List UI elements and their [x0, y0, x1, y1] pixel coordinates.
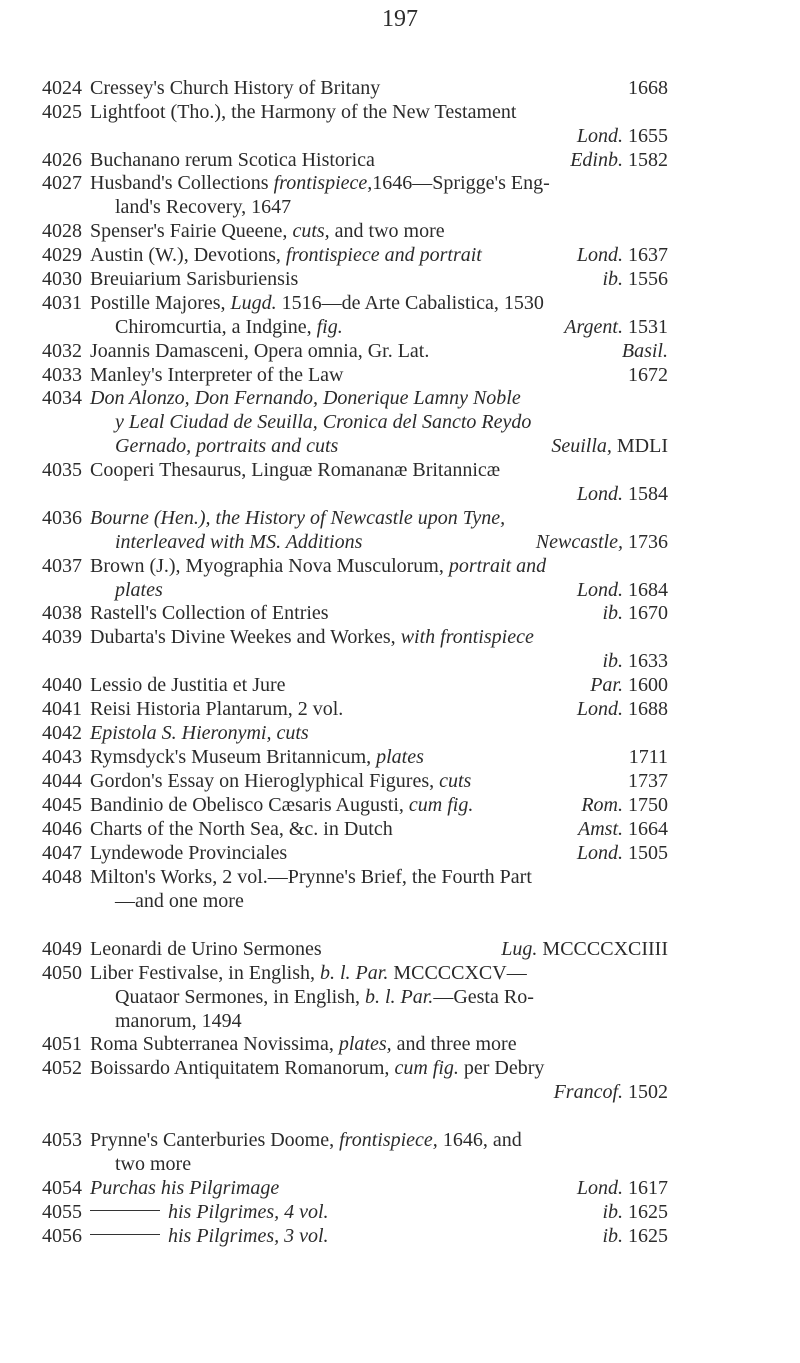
- entry-imprint: [577, 244, 668, 267]
- imprint-year: 1531: [628, 316, 668, 338]
- imprint-year: 1688: [628, 698, 668, 720]
- entry-title-line: [90, 172, 550, 195]
- entry-title-italic: Epistola S. Hieronymi, cuts: [90, 722, 309, 744]
- imprint-year: 1668: [628, 77, 668, 99]
- entry-title-line: [90, 1033, 517, 1056]
- entry-title-italic: Purchas his Pilgrimage: [90, 1177, 280, 1199]
- entry-title: Lessio de Justitia et Jure: [90, 674, 286, 696]
- entry-continuation-line: [115, 316, 343, 339]
- imprint-year: 1625: [628, 1225, 668, 1247]
- entry-number: 4048: [42, 866, 82, 888]
- imprint-place: Argent.: [564, 316, 623, 338]
- entry-continuation-line: [115, 196, 291, 219]
- imprint-place: ib.: [602, 1201, 623, 1223]
- entry-number: 4047: [42, 842, 82, 864]
- entry-title-italic: plates,: [338, 1033, 392, 1055]
- entry-title: Prynne's Canterburies Doome,: [90, 1129, 340, 1151]
- entry-title-cont: 1646—Sprigge's Eng-: [372, 172, 550, 194]
- entry-title: Leonardi de Urino Sermones: [90, 938, 322, 960]
- entry-title-italic: frontispiece and portrait: [285, 244, 482, 266]
- entry-imprint: [628, 364, 668, 387]
- imprint-place: Lond.: [576, 579, 623, 601]
- imprint-place: Francof.: [553, 1081, 623, 1103]
- imprint-place: Lond.: [576, 483, 623, 505]
- entry-title-italic: cuts,: [292, 220, 330, 242]
- entry-imprint: [622, 340, 668, 363]
- entry-number: 4033: [42, 364, 82, 386]
- imprint-year: 1600: [628, 674, 668, 696]
- entry-title-cont: 1646, and: [437, 1129, 522, 1151]
- imprint-year: 1582: [628, 149, 668, 171]
- entry-number: 4051: [42, 1033, 82, 1055]
- ditto-rule: [90, 1234, 160, 1235]
- entry-imprint: [577, 579, 668, 602]
- entry-imprint: [577, 698, 668, 721]
- imprint-place: Lond.: [576, 698, 623, 720]
- entry-title-line: [90, 1129, 522, 1152]
- imprint-place: Basil.: [621, 340, 668, 362]
- entry-continuation-italic: interleaved with MS. Additions: [115, 531, 363, 553]
- entry-title-line: [90, 149, 375, 172]
- entry-continuation-line: [115, 531, 362, 554]
- entry-title-line: [90, 244, 482, 267]
- entry-title-line: [90, 626, 534, 649]
- entry-number: 4036: [42, 507, 82, 529]
- entry-title: Bandinio de Obelisco Cæsaris Augusti,: [90, 794, 409, 816]
- entry-title-italic: Don Alonzo, Don Fernando, Donerique Lamny Noble: [90, 387, 521, 409]
- imprint-place: Rom.: [581, 794, 623, 816]
- page-number: 197: [382, 6, 418, 32]
- entry-continuation-italic: Gernado, portraits and cuts: [115, 435, 339, 457]
- imprint-year: 1670: [628, 602, 668, 624]
- entry-number: 4054: [42, 1177, 82, 1199]
- imprint-place: Newcastle,: [535, 531, 623, 553]
- entry-imprint: [554, 1081, 668, 1104]
- entry-continuation: Quataor Sermones, in English,: [115, 986, 365, 1008]
- imprint-place: Lond.: [576, 842, 623, 864]
- entry-imprint: [602, 650, 668, 673]
- entry-continuation-line: [115, 435, 338, 458]
- entry-title: Lyndewode Provinciales: [90, 842, 288, 864]
- imprint-place: Edinb.: [570, 149, 623, 171]
- entry-title-line: [90, 555, 546, 578]
- imprint-year: 1637: [628, 244, 668, 266]
- entry-continuation: —and one more: [115, 890, 244, 912]
- entry-number: 4052: [42, 1057, 82, 1079]
- entry-title-line: [90, 698, 343, 721]
- imprint-year: MDLI: [616, 435, 668, 457]
- imprint-place: Par.: [590, 674, 623, 696]
- entry-continuation-cont: —Gesta Ro-: [433, 986, 534, 1008]
- entry-continuation-italic: y Leal Ciudad de Seuilla, Cronica del Sancto Reydo: [115, 411, 532, 433]
- entry-title-line: [90, 602, 329, 625]
- entry-continuation-italic: b. l. Par.: [364, 986, 434, 1008]
- entry-number: 4037: [42, 555, 82, 577]
- entry-continuation-line: [115, 411, 531, 434]
- imprint-year: MCCCCXCIIII: [542, 938, 668, 960]
- entry-title-line: [90, 507, 505, 530]
- entry-title-line: [90, 387, 521, 410]
- imprint-year: 1655: [628, 125, 668, 147]
- entry-title: Cressey's Church History of Britany: [90, 77, 381, 99]
- entry-title-italic: plates: [376, 746, 424, 768]
- entry-title: Boissardo Antiquitatem Romanorum,: [90, 1057, 395, 1079]
- entry-imprint: [578, 818, 668, 841]
- entry-title: Postille Majores,: [90, 292, 231, 314]
- imprint-year: 1584: [628, 483, 668, 505]
- entry-imprint: [551, 435, 668, 458]
- entry-title-line: [90, 770, 471, 793]
- entry-title-line: [90, 364, 344, 387]
- entry-title-italic: cum fig.: [394, 1057, 459, 1079]
- entry-title: Joannis Damasceni, Opera omnia, Gr. Lat.: [90, 340, 430, 362]
- entry-title: Gordon's Essay on Hieroglyphical Figures,: [90, 770, 440, 792]
- imprint-year: 1633: [628, 650, 668, 672]
- entry-title-line: [90, 459, 500, 482]
- entry-title-italic: b. l. Par.: [319, 962, 389, 984]
- entry-number: 4032: [42, 340, 82, 362]
- entry-imprint: [577, 1177, 668, 1200]
- entry-title-line: [90, 674, 286, 697]
- entry-title: Manley's Interpreter of the Law: [90, 364, 344, 386]
- imprint-year: 1684: [628, 579, 668, 601]
- entry-imprint: [577, 842, 668, 865]
- entry-imprint: [581, 794, 668, 817]
- entry-number: 4049: [42, 938, 82, 960]
- entry-continuation-italic: fig.: [316, 316, 343, 338]
- entry-title-line: [90, 794, 473, 817]
- entry-imprint: [536, 531, 668, 554]
- imprint-year: 1664: [628, 818, 668, 840]
- entry-title-line: [90, 818, 393, 841]
- entry-imprint: [629, 746, 668, 769]
- entry-number: 4035: [42, 459, 82, 481]
- entry-number: 4055: [42, 1201, 82, 1223]
- entry-number: 4034: [42, 387, 82, 409]
- entry-title-line: [90, 722, 309, 745]
- entry-title-cont: per Debry: [458, 1057, 545, 1079]
- entry-title-italic: frontispiece,: [339, 1129, 438, 1151]
- entry-imprint: [577, 125, 668, 148]
- entry-number: 4027: [42, 172, 82, 194]
- entry-title-cont: and two more: [329, 220, 445, 242]
- entry-imprint: [602, 1201, 668, 1224]
- entry-title: Cooperi Thesaurus, Linguæ Romananæ Britannicæ: [90, 459, 501, 481]
- entry-title-line: [90, 938, 322, 961]
- imprint-place: ib.: [602, 268, 623, 290]
- entry-imprint: [602, 602, 668, 625]
- entry-title-line: [90, 866, 532, 889]
- entry-title-italic: his Pilgrimes, 3 vol.: [168, 1225, 329, 1247]
- imprint-place: Lond.: [576, 244, 623, 266]
- imprint-year: 1556: [628, 268, 668, 290]
- entry-title: Austin (W.), Devotions,: [90, 244, 286, 266]
- entry-title: Roma Subterranea Novissima,: [90, 1033, 339, 1055]
- entry-title-line: [90, 292, 544, 315]
- entry-continuation-line: [115, 986, 534, 1009]
- imprint-year: 1617: [628, 1177, 668, 1199]
- entry-number: 4031: [42, 292, 82, 314]
- imprint-place: ib.: [602, 650, 623, 672]
- entry-imprint: [577, 483, 668, 506]
- entry-number: 4046: [42, 818, 82, 840]
- entry-number: 4040: [42, 674, 82, 696]
- entry-title-line: [90, 842, 287, 865]
- entry-title-italic: portrait and: [448, 555, 547, 577]
- entry-number: 4030: [42, 268, 82, 290]
- imprint-place: Lond.: [576, 1177, 623, 1199]
- entry-title-italic: cuts: [439, 770, 472, 792]
- imprint-place: ib.: [602, 1225, 623, 1247]
- entry-number: 4028: [42, 220, 82, 242]
- entry-number: 4041: [42, 698, 82, 720]
- entry-number: 4024: [42, 77, 82, 99]
- entry-title-italic: Lugd.: [230, 292, 277, 314]
- entry-continuation: Chiromcurtia, a Indgine,: [115, 316, 317, 338]
- entry-title: Milton's Works, 2 vol.—Prynne's Brief, the Fourth Part: [90, 866, 532, 888]
- entry-title-line: [90, 1225, 329, 1248]
- entry-title: Spenser's Fairie Queene,: [90, 220, 293, 242]
- entry-number: 4029: [42, 244, 82, 266]
- entry-imprint: [602, 1225, 668, 1248]
- entry-number: 4053: [42, 1129, 82, 1151]
- imprint-year: 1736: [628, 531, 668, 553]
- imprint-place: Lug.: [501, 938, 538, 960]
- entry-title-italic: cum fig.: [408, 794, 474, 816]
- entry-title-line: [90, 101, 516, 124]
- entry-title: Breuiarium Sarisburiensis: [90, 268, 299, 290]
- imprint-year: 1711: [628, 746, 668, 768]
- entry-number: 4043: [42, 746, 82, 768]
- entry-title: Brown (J.), Myographia Nova Musculorum,: [90, 555, 449, 577]
- entry-continuation: two more: [115, 1153, 192, 1175]
- entry-number: 4038: [42, 602, 82, 624]
- entry-imprint: [570, 149, 668, 172]
- entry-imprint: [602, 268, 668, 291]
- entry-continuation-line: [115, 1153, 191, 1176]
- imprint-place: Amst.: [578, 818, 623, 840]
- entry-title-line: [90, 220, 445, 243]
- imprint-year: 1750: [628, 794, 668, 816]
- imprint-place: ib.: [602, 602, 623, 624]
- entry-title-italic: Bourne (Hen.), the History of Newcastle upon Tyne,: [90, 507, 506, 529]
- ditto-rule: [90, 1210, 160, 1211]
- entry-title-italic: his Pilgrimes, 4 vol.: [168, 1201, 329, 1223]
- entry-number: 4025: [42, 101, 82, 123]
- imprint-year: 1672: [628, 364, 668, 386]
- entry-title: Buchanano rerum Scotica Historica: [90, 149, 375, 171]
- entry-title-line: [90, 268, 298, 291]
- entry-title-line: [90, 1177, 279, 1200]
- entry-imprint: [590, 674, 668, 697]
- entry-title-italic: with frontispiece: [400, 626, 534, 648]
- entry-continuation-italic: plates: [115, 579, 163, 601]
- entry-title: Lightfoot (Tho.), the Harmony of the New Testament: [90, 101, 517, 123]
- entry-title-line: [90, 77, 380, 100]
- entry-number: 4039: [42, 626, 82, 648]
- imprint-year: 1505: [628, 842, 668, 864]
- entry-title-line: [90, 746, 424, 769]
- imprint-year: 1625: [628, 1201, 668, 1223]
- entry-continuation-line: [115, 1010, 242, 1033]
- entry-title-line: [90, 962, 527, 985]
- entry-title-italic: frontispiece,: [273, 172, 373, 194]
- entry-imprint: [628, 770, 668, 793]
- entry-title: Reisi Historia Plantarum, 2 vol.: [90, 698, 344, 720]
- entry-title-cont: 1516—de Arte Cabalistica, 1530: [276, 292, 544, 314]
- entry-title: Rastell's Collection of Entries: [90, 602, 329, 624]
- entry-title-line: [90, 1201, 329, 1224]
- imprint-place: Lond.: [576, 125, 623, 147]
- entry-number: 4050: [42, 962, 82, 984]
- entry-number: 4044: [42, 770, 82, 792]
- entry-continuation-line: [115, 890, 244, 913]
- entry-title-cont: and three more: [391, 1033, 517, 1055]
- entry-title: Dubarta's Divine Weekes and Workes,: [90, 626, 401, 648]
- entry-imprint: [564, 316, 668, 339]
- entry-continuation-line: [115, 579, 163, 602]
- entry-title: Charts of the North Sea, &c. in Dutch: [90, 818, 393, 840]
- entry-title-cont: MCCCCXCV—: [388, 962, 527, 984]
- imprint-year: 1737: [628, 770, 668, 792]
- imprint-year: 1502: [628, 1081, 668, 1103]
- entry-number: 4045: [42, 794, 82, 816]
- entry-continuation: land's Recovery, 1647: [115, 196, 292, 218]
- entry-title: Husband's Collections: [90, 172, 274, 194]
- entry-number: 4042: [42, 722, 82, 744]
- entry-title: Liber Festivalse, in English,: [90, 962, 320, 984]
- entry-title: Rymsdyck's Museum Britannicum,: [90, 746, 377, 768]
- entry-number: 4026: [42, 149, 82, 171]
- entry-number: 4056: [42, 1225, 82, 1247]
- entry-title-line: [90, 1057, 544, 1080]
- imprint-place: Seuilla,: [551, 435, 612, 457]
- entry-continuation: manorum, 1494: [115, 1010, 242, 1032]
- entry-imprint: [628, 77, 668, 100]
- entry-title-line: [90, 340, 429, 363]
- entry-imprint: [501, 938, 668, 961]
